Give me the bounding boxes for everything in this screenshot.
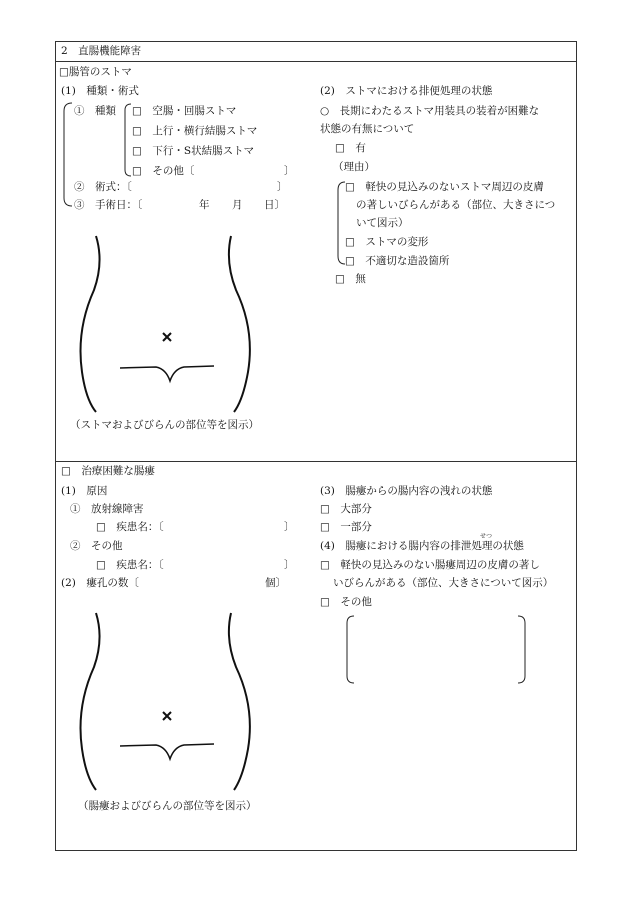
stoma-heading[interactable]: □腸管のストマ: [59, 66, 132, 78]
fistula-count-unit: 個〕: [265, 577, 286, 589]
date-month: 月: [232, 199, 243, 211]
reason-placement[interactable]: □ 不適切な造設箇所: [345, 255, 450, 267]
disease-name-1[interactable]: □ 疾患名：〔: [96, 521, 164, 533]
fistula-diagram-caption: （腸瘻およびびらんの部位等を図示）: [78, 800, 257, 812]
fistula-count-label[interactable]: (2) 瘻孔の数〔: [61, 577, 139, 589]
option-jejunum-ileum[interactable]: □ 空腸・回腸ストマ: [132, 105, 237, 117]
radiation-label: ① 放射線障害: [70, 503, 144, 515]
option-ascending-transverse[interactable]: □ 上行・横行結腸ストマ: [132, 125, 258, 137]
kind-label: ① 種類: [74, 105, 116, 117]
reason-erosion[interactable]: □ 軽快の見込みのないストマ周辺の皮膚: [345, 181, 544, 193]
treatment-other[interactable]: □ その他: [320, 596, 372, 608]
stoma-mark-icon: [163, 712, 171, 720]
cause-label: (1) 原因: [61, 485, 108, 497]
treatment-erosion[interactable]: □ 軽快の見込みのない腸瘻周辺の皮膚の著し: [320, 559, 540, 571]
date-label[interactable]: ③ 手術日：〔: [74, 199, 143, 211]
treatment-label-post: 処理の状態: [471, 540, 524, 552]
date-day: 日〕: [264, 199, 285, 211]
surgery-label[interactable]: ② 術式：〔: [74, 181, 132, 193]
disease-close-1: 〕: [284, 521, 295, 533]
leak-most[interactable]: □ 大部分: [320, 503, 372, 515]
excretion-question-2: 状態の有無について: [320, 123, 415, 135]
excretion-question-1: ○ 長期にわたるストマ用装具の装着が困難な: [320, 105, 540, 117]
treatment-erosion-2: いびらんがある（部位、大きさについて図示）: [333, 577, 554, 589]
treatment-label-pre: (4) 腸瘻における腸内容の: [320, 540, 451, 552]
form-title: 2 直腸機能障害: [61, 45, 142, 57]
excretion-reason-label: （理由）: [333, 161, 375, 173]
surgery-close: 〕: [277, 181, 288, 193]
ruby-setsu: せつ: [480, 533, 493, 540]
option-descending-sigmoid[interactable]: □ 下行・S状結腸ストマ: [132, 145, 255, 157]
reason-deformity[interactable]: □ ストマの変形: [345, 236, 429, 248]
stoma-diagram-caption: （ストマおよびびらんの部位等を図示）: [70, 419, 259, 431]
excretion-no[interactable]: □ 無: [335, 273, 366, 285]
leak-part[interactable]: □ 一部分: [320, 521, 372, 533]
option-other-close: 〕: [284, 165, 295, 177]
reason-erosion-2: の著しいびらんがある（部位、大きさにつ: [356, 199, 556, 211]
excretion-label: (2) ストマにおける排便処理の状態: [320, 85, 493, 97]
disease-name-2[interactable]: □ 疾患名：〔: [96, 559, 164, 571]
other-cause-label: ② その他: [70, 540, 123, 552]
leak-label: (3) 腸瘻からの腸内容の洩れの状態: [320, 485, 493, 497]
treatment-label-word: 排泄: [450, 540, 472, 552]
type-label: (1) 種類・術式: [61, 85, 139, 97]
option-other[interactable]: □ その他〔: [132, 165, 195, 177]
disease-close-2: 〕: [284, 559, 295, 571]
body-outline-icon: [81, 613, 250, 790]
fistula-heading[interactable]: □ 治療困難な腸瘻: [61, 465, 155, 477]
reason-erosion-3: いて図示）: [356, 217, 409, 229]
excretion-yes[interactable]: □ 有: [335, 142, 366, 154]
date-year: 年: [199, 199, 210, 211]
